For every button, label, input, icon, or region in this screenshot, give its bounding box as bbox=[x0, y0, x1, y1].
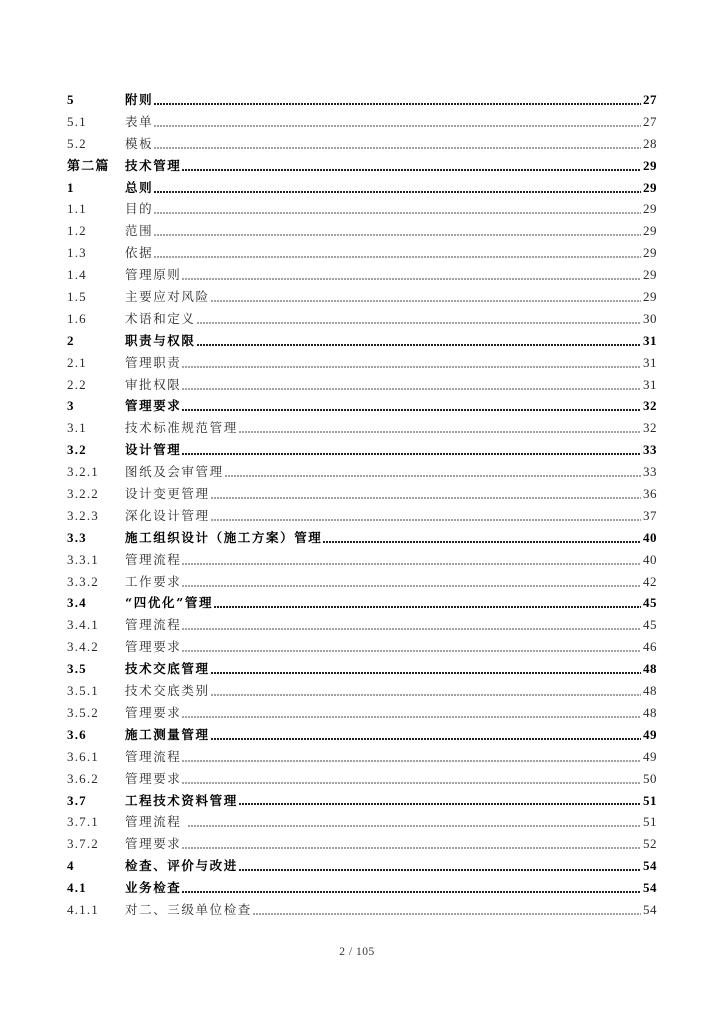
toc-entry bbox=[67, 549, 657, 571]
toc-entry-number: 5.2 bbox=[67, 135, 87, 151]
toc-entry-number: 3.2.1 bbox=[67, 464, 99, 480]
toc-entry-page-number: 37 bbox=[643, 507, 657, 523]
toc-entry-page-number: 45 bbox=[643, 595, 657, 611]
toc-dot-leader bbox=[211, 497, 641, 499]
toc-entry-title: 主要应对风险 bbox=[125, 289, 210, 305]
toc-entry-page-number: 52 bbox=[643, 836, 657, 852]
toc-entry-title: 管理要求 bbox=[125, 770, 182, 786]
toc-entry-page-number: 27 bbox=[643, 92, 657, 107]
toc-entry-number: 3.5.1 bbox=[67, 683, 99, 699]
toc-entry bbox=[67, 417, 657, 439]
toc-entry-title: 业务检查 bbox=[125, 880, 182, 896]
toc-entry-number: 3.5 bbox=[67, 661, 87, 677]
toc-dot-leader bbox=[154, 256, 641, 258]
toc-dot-leader bbox=[239, 803, 641, 805]
toc-entry-page-number: 54 bbox=[643, 901, 657, 917]
toc-entry-title: 技术管理 bbox=[125, 157, 182, 173]
toc-entry bbox=[67, 855, 657, 877]
toc-entry-number: 1.2 bbox=[67, 223, 87, 239]
toc-entry-title: 管理职责 bbox=[125, 354, 182, 370]
toc-entry-page-number: 33 bbox=[643, 464, 657, 480]
toc-entry-title: 审批权限 bbox=[125, 376, 182, 392]
toc-dot-leader bbox=[253, 913, 641, 915]
toc-entry-title: 总则 bbox=[125, 179, 154, 195]
toc-dot-leader bbox=[239, 869, 641, 871]
toc-entry bbox=[67, 899, 657, 921]
toc-dot-leader bbox=[182, 782, 641, 784]
toc-entry-number: 3.7.2 bbox=[67, 836, 99, 852]
page-footer-indicator: 2 / 105 bbox=[339, 946, 375, 958]
toc-entry bbox=[67, 790, 657, 812]
toc-entry-title: 管理流程 bbox=[125, 748, 182, 764]
toc-entry-number: 3.2.3 bbox=[67, 507, 99, 523]
toc-dot-leader bbox=[239, 431, 641, 433]
toc-dot-leader bbox=[182, 563, 641, 565]
toc-entry-page-number: 29 bbox=[643, 289, 657, 305]
toc-entry-title: 管理要求 bbox=[125, 398, 182, 414]
toc-dot-leader bbox=[197, 344, 641, 346]
toc-entry bbox=[67, 286, 657, 308]
toc-entry-number: 3.4 bbox=[67, 595, 87, 611]
toc-entry bbox=[67, 242, 657, 264]
toc-entry-page-number: 31 bbox=[643, 354, 657, 370]
toc-dot-leader bbox=[214, 606, 641, 608]
toc-entry bbox=[67, 89, 657, 111]
toc-entry-title: 技术交底管理 bbox=[125, 661, 210, 677]
toc-entry-page-number: 31 bbox=[643, 332, 657, 348]
toc-entry-page-number: 40 bbox=[643, 551, 657, 567]
toc-entry-title: 模板 bbox=[125, 135, 154, 151]
toc-dot-leader bbox=[182, 169, 641, 171]
toc-entry bbox=[67, 680, 657, 702]
toc-entry bbox=[67, 833, 657, 855]
toc-dot-leader bbox=[154, 234, 641, 236]
toc-entry-number: 3 bbox=[67, 398, 75, 414]
toc-entry-title: 技术标准规范管理 bbox=[125, 420, 238, 436]
toc-entry-title: 依据 bbox=[125, 245, 154, 261]
toc-entry-number: 2 bbox=[67, 332, 75, 348]
toc-entry-title: 管理流程 bbox=[125, 617, 182, 633]
toc-entry bbox=[67, 768, 657, 790]
toc-entry-title: 范围 bbox=[125, 223, 154, 239]
toc-entry bbox=[67, 636, 657, 658]
toc-dot-leader bbox=[211, 300, 641, 302]
toc-entry-title: 管理要求 bbox=[125, 639, 182, 655]
toc-entry-number: 3.6.1 bbox=[67, 748, 99, 764]
toc-entry bbox=[67, 702, 657, 724]
toc-entry bbox=[67, 811, 657, 833]
toc-entry-number: 3.7.1 bbox=[67, 814, 99, 830]
toc-dot-leader bbox=[182, 891, 641, 893]
toc-dot-leader bbox=[182, 453, 641, 455]
toc-entry bbox=[67, 264, 657, 286]
toc-entry bbox=[67, 177, 657, 199]
toc-entry-page-number: 48 bbox=[643, 683, 657, 699]
toc-entry-title: 管理流程 bbox=[125, 551, 182, 567]
toc-dot-leader bbox=[154, 125, 641, 127]
toc-entry-title: 职责与权限 bbox=[125, 332, 196, 348]
toc-entry bbox=[67, 374, 657, 396]
toc-entry bbox=[67, 352, 657, 374]
toc-entry-number: 3.5.2 bbox=[67, 704, 99, 720]
toc-entry-title: 附则 bbox=[125, 92, 154, 107]
toc-entry-number: 1.1 bbox=[67, 201, 87, 217]
toc-entry bbox=[67, 395, 657, 417]
toc-entry-title: 对二、三级单位检查 bbox=[125, 901, 252, 917]
toc-dot-leader bbox=[182, 366, 641, 368]
toc-dot-leader bbox=[188, 825, 641, 827]
toc-entry-number: 3.3.1 bbox=[67, 551, 99, 567]
toc-entry-page-number: 48 bbox=[643, 704, 657, 720]
toc-entry-page-number: 54 bbox=[643, 858, 657, 874]
toc-entry-page-number: 51 bbox=[643, 814, 657, 830]
toc-entry-page-number: 29 bbox=[643, 179, 657, 195]
toc-entry bbox=[67, 111, 657, 133]
toc-entry-page-number: 29 bbox=[643, 223, 657, 239]
toc-entry-page-number: 42 bbox=[643, 573, 657, 589]
toc-entry bbox=[67, 330, 657, 352]
toc-entry bbox=[67, 308, 657, 330]
toc-entry-title: 检查、评价与改进 bbox=[125, 858, 238, 874]
toc-entry-page-number: 49 bbox=[643, 748, 657, 764]
toc-dot-leader bbox=[182, 760, 641, 762]
toc-entry-title: 技术交底类别 bbox=[125, 683, 210, 699]
toc-dot-leader bbox=[154, 103, 641, 105]
toc-dot-leader bbox=[211, 694, 641, 696]
toc-entry bbox=[67, 527, 657, 549]
toc-entry-number: 3.3 bbox=[67, 529, 87, 545]
toc-entry-number: 1.6 bbox=[67, 310, 87, 326]
toc-entry-title: 管理要求 bbox=[125, 836, 182, 852]
toc-dot-leader bbox=[154, 212, 641, 214]
toc-entry-page-number: 48 bbox=[643, 661, 657, 677]
toc-entry-number: 2.2 bbox=[67, 376, 87, 392]
toc-entry-number: 1.3 bbox=[67, 245, 87, 261]
toc-dot-leader bbox=[211, 738, 641, 740]
toc-entry-page-number: 29 bbox=[643, 157, 657, 173]
toc-dot-leader bbox=[197, 322, 641, 324]
toc-entry-number: 4 bbox=[67, 858, 75, 874]
toc-entry-page-number: 30 bbox=[643, 310, 657, 326]
toc-entry bbox=[67, 439, 657, 461]
toc-dot-leader bbox=[182, 388, 641, 390]
toc-entry bbox=[67, 483, 657, 505]
toc-dot-leader bbox=[225, 475, 641, 477]
toc-entry-title: 工作要求 bbox=[125, 573, 182, 589]
toc-entry bbox=[67, 614, 657, 636]
toc-entry-title: 管理原则 bbox=[125, 267, 182, 283]
toc-entry-page-number: 40 bbox=[643, 529, 657, 545]
toc-dot-leader bbox=[182, 628, 641, 630]
toc-entry bbox=[67, 220, 657, 242]
toc-entry-number: 3.1 bbox=[67, 420, 87, 436]
toc-dot-leader bbox=[154, 191, 641, 193]
toc-entry-page-number: 36 bbox=[643, 486, 657, 502]
toc-entry-title: 图纸及会审管理 bbox=[125, 464, 224, 480]
toc-entry-number: 2.1 bbox=[67, 354, 87, 370]
toc-entry-number: 3.4.2 bbox=[67, 639, 99, 655]
toc-entry-page-number: 51 bbox=[643, 792, 657, 808]
toc-entry-title: 表单 bbox=[125, 113, 154, 129]
toc-dot-leader bbox=[182, 650, 641, 652]
toc-entry-title: 术语和定义 bbox=[125, 310, 196, 326]
toc-entry-number: 5.1 bbox=[67, 113, 87, 129]
toc-entry-page-number: 50 bbox=[643, 770, 657, 786]
toc-entry-title: 工程技术资料管理 bbox=[125, 792, 238, 808]
toc-entry-number: 1.4 bbox=[67, 267, 87, 283]
toc-entry-number: 1.5 bbox=[67, 289, 87, 305]
toc-entry bbox=[67, 592, 657, 614]
toc-entry bbox=[67, 133, 657, 155]
toc-entry-page-number: 54 bbox=[643, 880, 657, 896]
toc-dot-leader bbox=[182, 409, 641, 411]
toc-entry-title: “四优化”管理 bbox=[125, 595, 214, 611]
toc-dot-leader bbox=[323, 541, 641, 543]
toc-dot-leader bbox=[182, 847, 641, 849]
toc-entry-title: 管理要求 bbox=[125, 704, 182, 720]
toc-entry-number: 第二篇 bbox=[67, 157, 110, 173]
toc-entry-page-number: 29 bbox=[643, 267, 657, 283]
toc-entry bbox=[67, 746, 657, 768]
toc-entry-title: 目的 bbox=[125, 201, 154, 217]
toc-dot-leader bbox=[154, 147, 641, 149]
toc-entry-page-number: 49 bbox=[643, 726, 657, 742]
toc-dot-leader bbox=[211, 519, 641, 521]
toc-entry-number: 3.2.2 bbox=[67, 486, 99, 502]
toc-entry-number: 5 bbox=[67, 92, 75, 107]
toc-dot-leader bbox=[182, 585, 641, 587]
toc-entry-page-number: 46 bbox=[643, 639, 657, 655]
toc-entry bbox=[67, 724, 657, 746]
toc-entry-number: 3.6.2 bbox=[67, 770, 99, 786]
toc-entry-number: 3.3.2 bbox=[67, 573, 99, 589]
toc-entry-page-number: 45 bbox=[643, 617, 657, 633]
toc-entry-title: 管理流程 bbox=[125, 814, 187, 830]
toc-dot-leader bbox=[182, 716, 641, 718]
toc-entry bbox=[67, 658, 657, 680]
toc-entry-page-number: 27 bbox=[643, 113, 657, 129]
toc-entry-number: 4.1.1 bbox=[67, 901, 99, 917]
toc-dot-leader bbox=[211, 672, 641, 674]
toc-entry-title: 施工组织设计（施工方案）管理 bbox=[125, 529, 323, 545]
table-of-contents bbox=[67, 89, 657, 921]
toc-entry bbox=[67, 155, 657, 177]
toc-entry-title: 施工测量管理 bbox=[125, 726, 210, 742]
toc-entry bbox=[67, 571, 657, 593]
toc-entry bbox=[67, 505, 657, 527]
toc-entry bbox=[67, 198, 657, 220]
toc-entry-number: 3.6 bbox=[67, 726, 87, 742]
toc-entry-number: 1 bbox=[67, 179, 75, 195]
toc-dot-leader bbox=[182, 278, 641, 280]
toc-entry-title: 深化设计管理 bbox=[125, 507, 210, 523]
toc-entry bbox=[67, 461, 657, 483]
toc-entry-page-number: 32 bbox=[643, 398, 657, 414]
toc-entry-page-number: 29 bbox=[643, 201, 657, 217]
toc-entry-title: 设计管理 bbox=[125, 442, 182, 458]
toc-entry bbox=[67, 877, 657, 899]
toc-entry-page-number: 29 bbox=[643, 245, 657, 261]
toc-entry-page-number: 31 bbox=[643, 376, 657, 392]
toc-entry-number: 3.2 bbox=[67, 442, 87, 458]
toc-entry-number: 3.7 bbox=[67, 792, 87, 808]
toc-entry-number: 3.4.1 bbox=[67, 617, 99, 633]
toc-entry-number: 4.1 bbox=[67, 880, 87, 896]
toc-entry-page-number: 33 bbox=[643, 442, 657, 458]
toc-entry-page-number: 32 bbox=[643, 420, 657, 436]
toc-entry-page-number: 28 bbox=[643, 135, 657, 151]
toc-entry-title: 设计变更管理 bbox=[125, 486, 210, 502]
